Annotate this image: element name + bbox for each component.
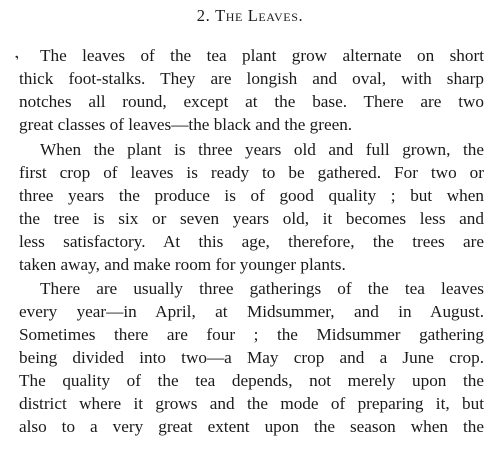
- paragraph-3-line-7: also to a very great extent upon the season when the: [19, 417, 484, 436]
- paragraph-2-line-5: less satisfactory. At this age, therefore, the trees are: [19, 232, 484, 251]
- paragraph-3-line-6: district where it grows and the mode of preparing it, but: [19, 394, 484, 413]
- paragraph-1-line-1: The leaves of the tea plant grow alternate on short: [40, 46, 484, 65]
- section-number: 2.: [196, 6, 211, 25]
- paragraph-3-line-5: The quality of the tea depends, not merely upon the: [19, 371, 484, 390]
- stray-ink-mark: ’: [12, 51, 24, 68]
- paragraph-2-line-1: When the plant is three years old and full grown, the: [40, 140, 484, 159]
- paragraph-3-line-4: being divided into two—a May crop and a June crop.: [19, 348, 484, 367]
- paragraph-3-line-1: There are usually three gatherings of the tea leaves: [40, 279, 484, 298]
- paragraph-3-line-2: every year—in April, at Midsummer, and in August.: [19, 302, 484, 321]
- paragraph-2-line-6: taken away, and make room for younger plants.: [19, 255, 346, 274]
- paragraph-2-line-3: three years the produce is of good quality ; but when: [19, 186, 484, 205]
- section-title: The Leaves.: [215, 6, 304, 25]
- section-heading: [0, 6, 500, 26]
- paragraph-1-line-4: great classes of leaves—the black and the green.: [19, 115, 353, 134]
- paragraph-1-line-2: thick foot-stalks. They are longish and oval, with sharp: [19, 69, 484, 88]
- paragraph-3-line-3: Sometimes there are four ; the Midsummer gathering: [19, 325, 484, 344]
- paragraph-2-line-4: the tree is six or seven years old, it becomes less and: [19, 209, 484, 228]
- paragraph-2-line-2: first crop of leaves is ready to be gathered. For two or: [19, 163, 484, 182]
- paragraph-1-line-3: notches all round, except at the base. There are two: [19, 92, 484, 111]
